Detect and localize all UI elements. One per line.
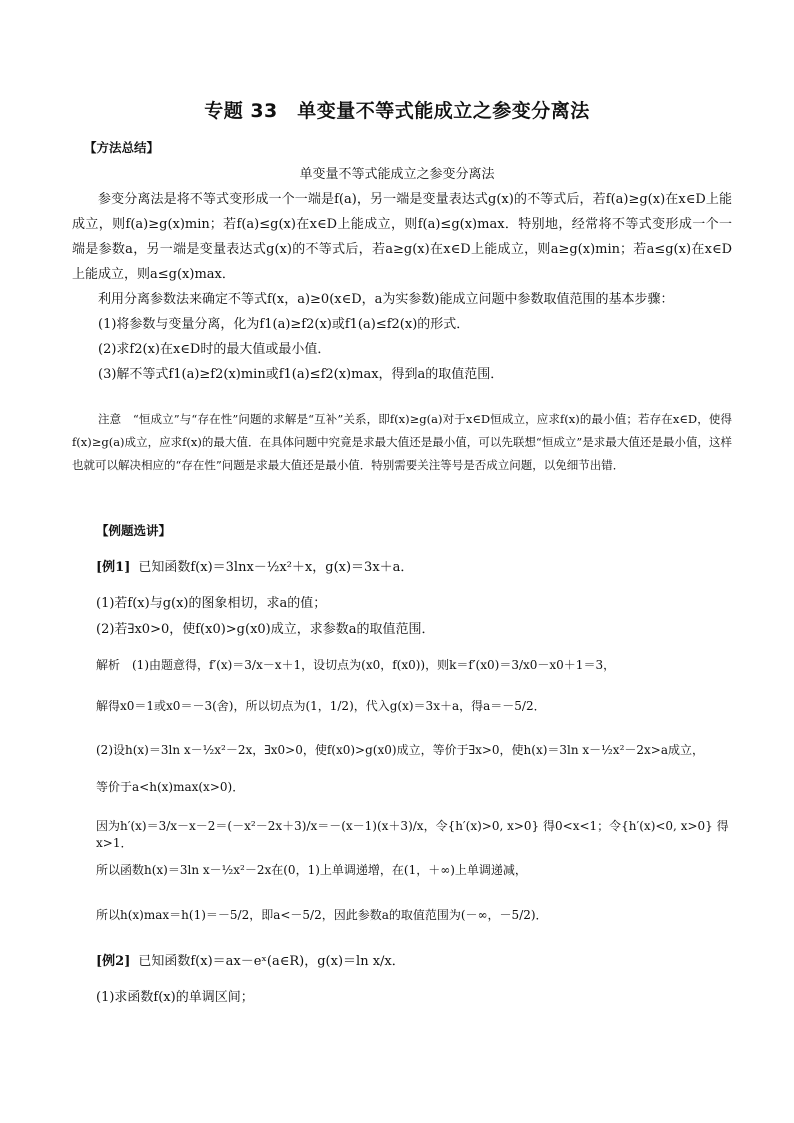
- examples-header: 【例题选讲】: [96, 523, 172, 538]
- solution-line-2: 解得x0＝1或x0＝－3(舍)，所以切点为(1，1/2)，代入g(x)＝3x＋a，得a＝－5/2．: [96, 699, 546, 713]
- example-2-question-1: (1)求函数f(x)的单调区间；: [96, 990, 254, 1005]
- example-1-text: 已知函数f(x)＝3lnx－½x²＋x，g(x)＝3x＋a．: [138, 560, 414, 575]
- method-body: [72, 187, 732, 387]
- example-1-question-2: (2)若∃x0>0，使f(x0)>g(x0)成立，求参数a的取值范围．: [96, 622, 435, 637]
- page-title: 专题 33 单变量不等式能成立之参变分离法: [204, 100, 590, 122]
- example-1-statement: [96, 556, 736, 575]
- step-3: (3)解不等式f1(a)≥f2(x)min或f1(a)≤f2(x)max，得到a的取值范围．: [98, 367, 504, 382]
- method-subtitle: 单变量不等式能成立之参变分离法: [299, 167, 495, 182]
- solution-line-4: 等价于a<h(x)max(x>0)．: [96, 780, 245, 794]
- method-paragraph-1: 参变分离法是将不等式变形成一个一端是f(a)，另一端是变量表达式g(x)的不等式后，若f(a)≥g(x)在x∈D上能成立，则f(a)≥g(x)min；若f(a)≤g(x)在x∈D上能成立，则f(a)≤g(x)max．特别地，经常将不等式变形成一个一端是参数a，另一端是变量表达式g(x)的不等式后，若a≥g(x)在x∈D上能成立，则a≥g(x)min；若a≤g(x)在x∈D上能成立，则a≤g(x)max．: [72, 192, 732, 282]
- solution-line-7: 所以h(x)max＝h(1)＝－5/2，即a<－5/2，因此参数a的取值范围为(－∞，－5/2)．: [96, 908, 548, 922]
- note-paragraph: [72, 408, 732, 477]
- solution-line-3: (2)设h(x)＝3ln x－½x²－2x，∃x0>0，使f(x0)>g(x0)成立，等价于∃x>0，使h(x)＝3ln x－½x²－2x>a成立，: [96, 743, 704, 757]
- example-2-text: 已知函数f(x)＝ax－eˣ(a∈R)，g(x)＝ln x/x．: [138, 954, 405, 969]
- example-2-label: [例2]: [96, 954, 131, 969]
- solution-line-5: 因为h′(x)＝3/x－x－2＝(－x²－2x＋3)/x＝－(x－1)(x＋3)/x，令{h′(x)>0, x>0} 得0<x<1；令{h′(x)<0, x>0} 得x>1．: [96, 819, 729, 850]
- solution-line-6: 所以函数h(x)＝3ln x－½x²－2x在(0，1)上单调递增，在(1，＋∞)上单调递减，: [96, 863, 527, 877]
- example-2-statement: [96, 950, 736, 969]
- method-paragraph-2: 利用分离参数法来确定不等式f(x，a)≥0(x∈D，a为实参数)能成立问题中参数取值范围的基本步骤：: [98, 292, 674, 307]
- example-1-question-1: (1)若f(x)与g(x)的图象相切，求a的值；: [96, 596, 327, 611]
- example-1-label: [例1]: [96, 560, 131, 575]
- step-1: (1)将参数与变量分离，化为f1(a)≥f2(x)或f1(a)≤f2(x)的形式．: [98, 317, 470, 332]
- solution-line-1: 解析 (1)由题意得，f′(x)＝3/x－x＋1，设切点为(x0，f(x0))，则k＝f′(x0)＝3/x0－x0＋1＝3，: [96, 658, 616, 672]
- step-2: (2)求f2(x)在x∈D时的最大值或最小值．: [98, 342, 331, 357]
- method-summary-header: 【方法总结】: [84, 140, 160, 155]
- note-text: 注意 “恒成立”与“存在性”问题的求解是“互补”关系，即f(x)≥g(a)对于x∈D恒成立，应求f(x)的最小值；若存在x∈D，使得f(x)≥g(a)成立，应求f(x)的最大值．在具体问题中究竟是求最大值还是最小值，可以先联想“恒成立”是求最大值还是最小值，这样也就可以解决相应的“存在性”问题是求最大值还是最小值．特别需要关注等号是否成立问题，以免细节出错．: [72, 412, 732, 472]
